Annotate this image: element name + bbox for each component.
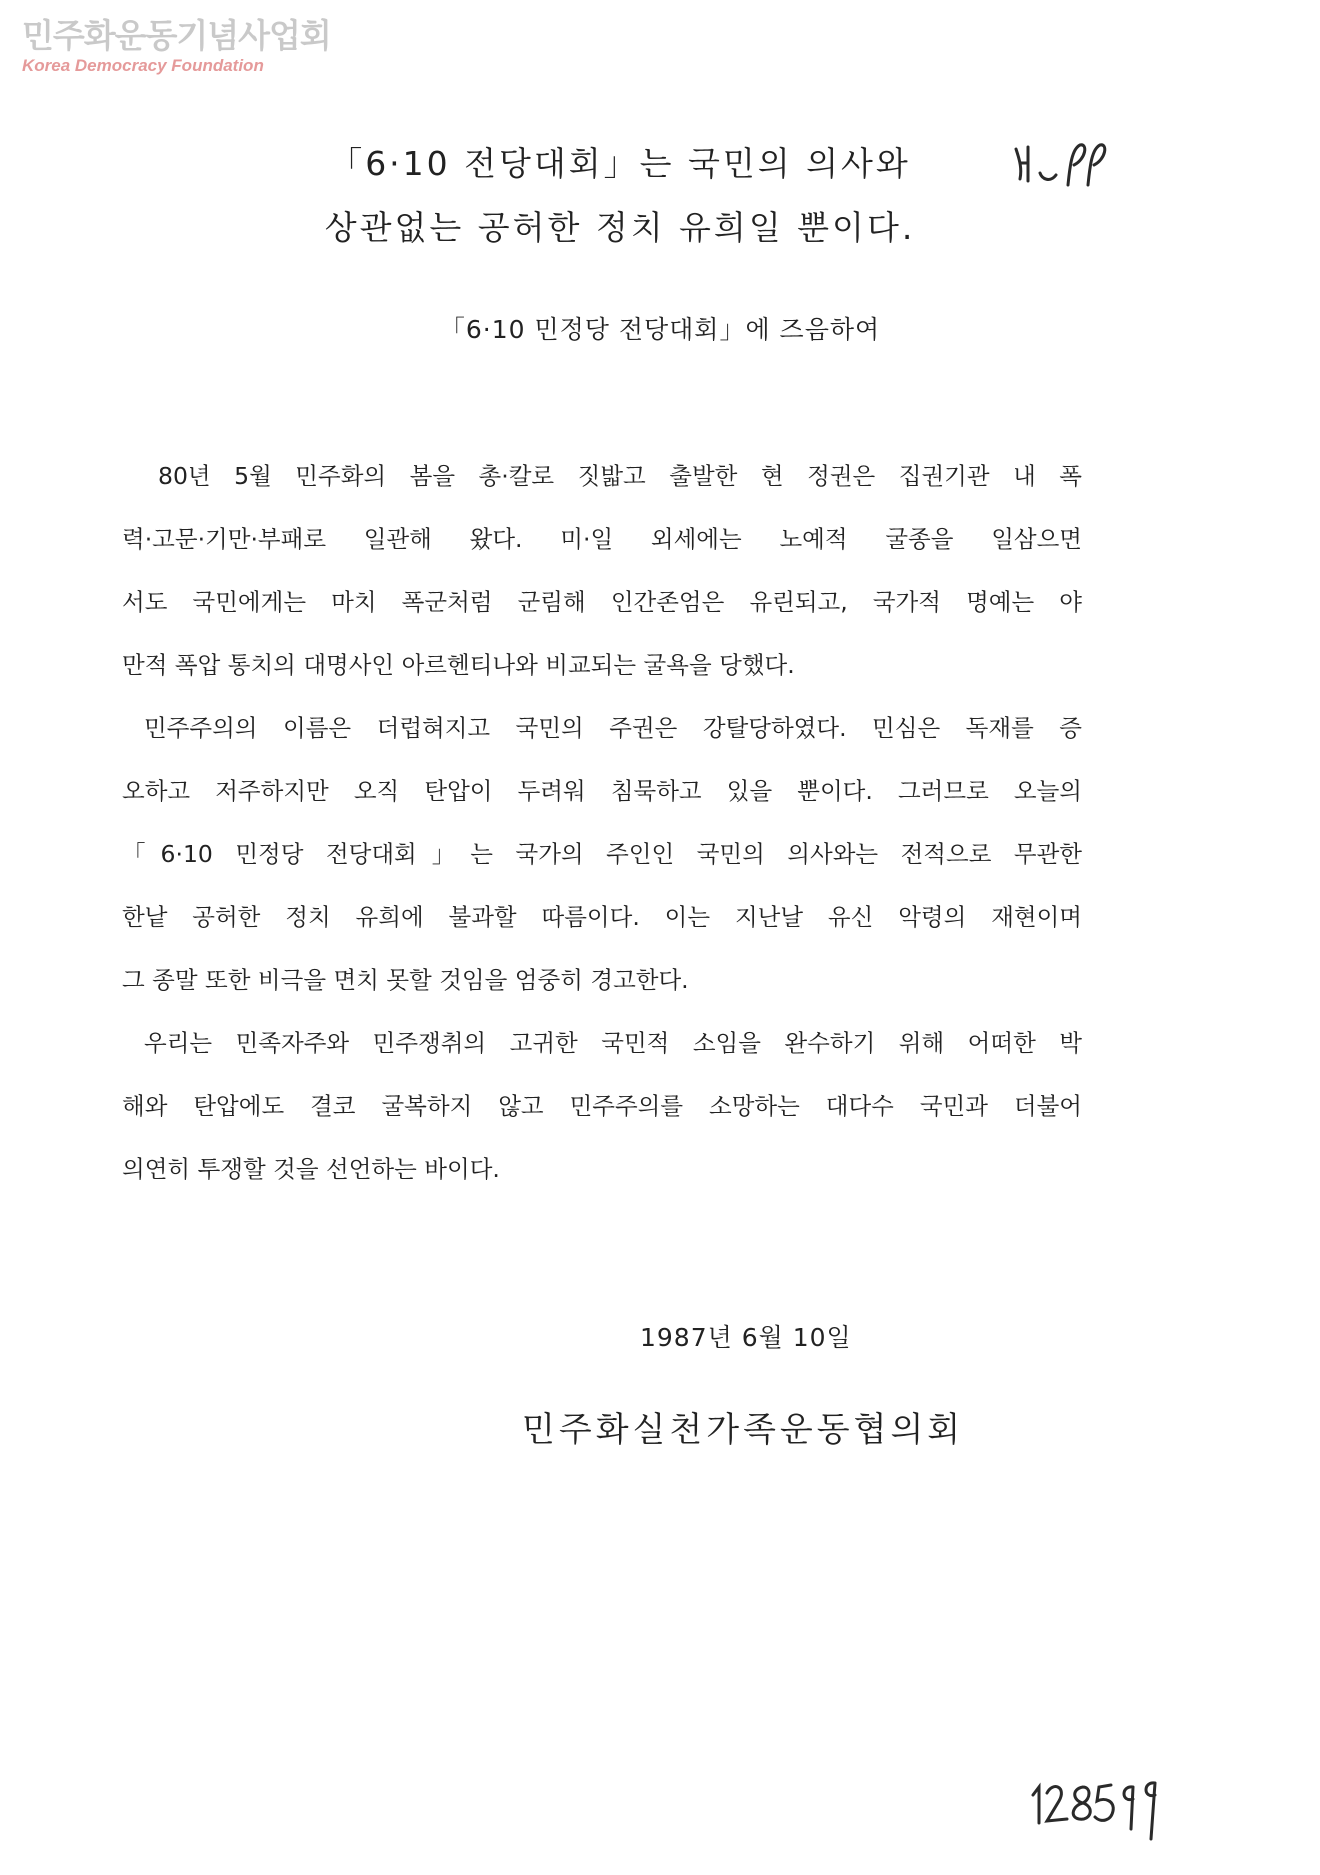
watermark-korean: 민주화운동기념사업회 — [22, 16, 331, 55]
body-line-5: 민주주의의 이름은 더럽혀지고 국민의 주권은 강탈당하였다. 민심은 독재를 증 — [144, 714, 1082, 742]
body-line-3: 서도 국민에게는 마치 폭군처럼 군림해 인간존엄은 유린되고, 국가적 명예는 야 — [122, 588, 1082, 616]
document-title-line-2: 상관없는 공허한 정치 유희일 뿐이다. — [324, 208, 916, 247]
document-body — [122, 445, 1082, 1201]
foundation-watermark — [22, 18, 331, 76]
body-line-9: 그 종말 또한 비극을 면치 못할 것임을 엄중히 경고한다. — [122, 966, 689, 994]
body-line-12: 의연히 투쟁할 것을 선언하는 바이다. — [122, 1155, 500, 1183]
document-subtitle: 「6·10 민정당 전당대회」에 즈음하여 — [439, 315, 881, 344]
document-date: 1987년 6월 10일 — [640, 1323, 852, 1352]
document-title-line-1: 「6·10 전당대회」는 국민의 의사와 — [329, 144, 911, 183]
body-line-2: 력·고문·기만·부패로 일관해 왔다. 미·일 외세에는 노예적 굴종을 일삼으면 — [122, 525, 1082, 553]
document-organization: 민주화실천가족운동협의회 — [522, 1410, 965, 1450]
handwritten-number-bottom — [1025, 1765, 1175, 1849]
watermark-english: Korea Democracy Foundation — [22, 56, 264, 76]
body-line-11: 해와 탄압에도 결코 굴복하지 않고 민주주의를 소망하는 대다수 국민과 더불어 — [122, 1092, 1082, 1120]
body-line-10: 우리는 민족자주와 민주쟁취의 고귀한 국민적 소임을 완수하기 위해 어떠한 박 — [144, 1029, 1082, 1057]
body-line-4: 만적 폭압 통치의 대명사인 아르헨티나와 비교되는 굴욕을 당했다. — [122, 651, 795, 679]
body-line-6: 오하고 저주하지만 오직 탄압이 두려워 침묵하고 있을 뿐이다. 그러므로 오늘의 — [122, 777, 1082, 805]
body-line-8: 한낱 공허한 정치 유희에 불과할 따름이다. 이는 지난날 유신 악령의 재현이며 — [122, 903, 1082, 931]
handwritten-number-drawing — [1025, 1765, 1175, 1845]
body-line-7: 「6·10 민정당 전당대회」는 국가의 주인인 국민의 의사와는 전적으로 무관한 — [122, 840, 1082, 868]
body-line-1: 80년 5월 민주화의 봄을 총·칼로 짓밟고 출발한 현 정권은 집권기관 내 폭 — [158, 462, 1082, 490]
